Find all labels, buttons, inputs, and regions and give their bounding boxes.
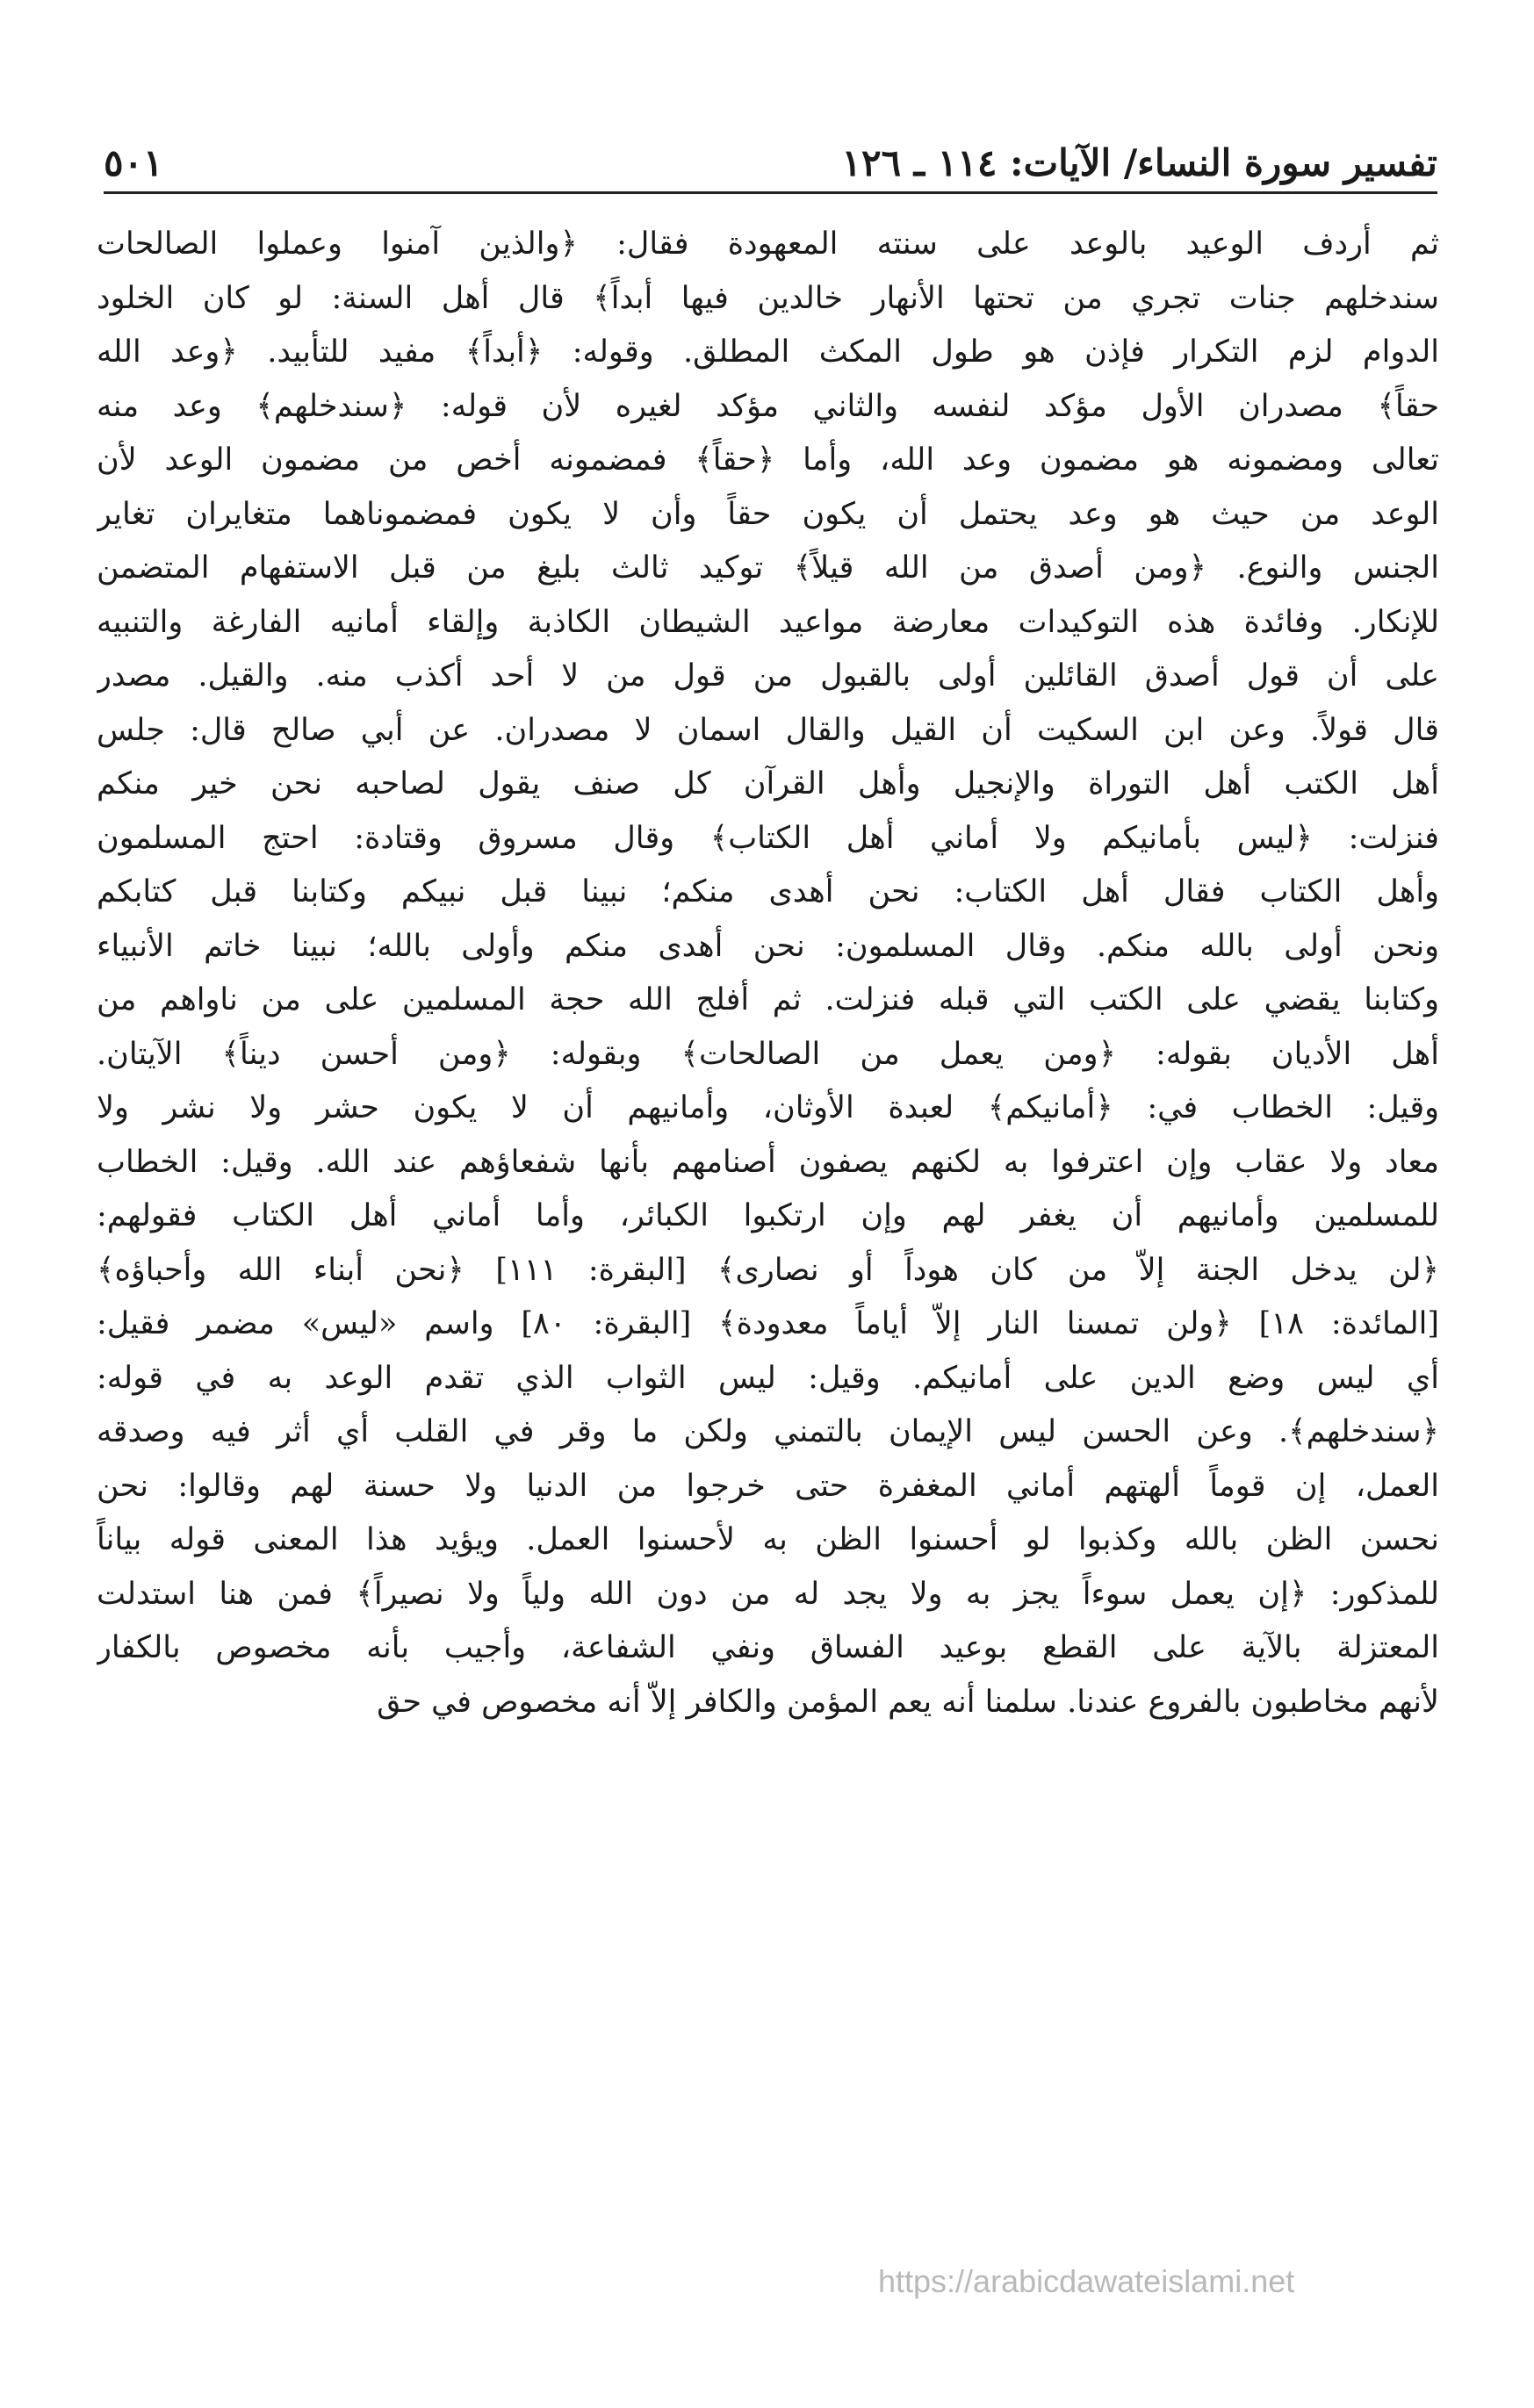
text-line: فنزلت: ﴿ليس بأمانيكم ولا أماني أهل الكتاب﴾ وقال مسروق وقتادة: احتج المسلمون (97, 820, 1439, 856)
text-line: الوعد من حيث هو وعد يحتمل أن يكون حقاً وأن لا يكون فمضموناهما متغايران تغاير (97, 496, 1439, 532)
running-header (104, 132, 1437, 184)
text-line: على أن قول أصدق القائلين أولى بالقبول من قول من لا أحد أكذب منه. والقيل. مصدر (97, 658, 1439, 694)
text-line: تعالى ومضمونه هو مضمون وعد الله، وأما ﴿حقاً﴾ فمضمونه أخص من مضمون الوعد لأن (97, 442, 1439, 478)
text-line: [المائدة: ١٨] ﴿ولن تمسنا النار إلاّ أياماً معدودة﴾ [البقرة: ٨٠] واسم «ليس» مضمر فقيل: (97, 1306, 1439, 1341)
text-line: العمل، إن قوماً ألهتهم أماني المغفرة حتى خرجوا من الدنيا ولا حسنة لهم وقالوا: نحن (97, 1468, 1439, 1504)
text-line: أي ليس وضع الدين على أمانيكم. وقيل: ليس الثواب الذي تقدم الوعد به في قوله: (97, 1360, 1439, 1396)
text-line: نحسن الظن بالله وكذبوا لو أحسنوا الظن به لأحسنوا العمل. ويؤيد هذا المعنى قوله بياناً (97, 1522, 1439, 1557)
text-line: الجنس والنوع. ﴿ومن أصدق من الله قيلاً﴾ توكيد ثالث بليغ من قبل الاستفهام المتضمن (97, 550, 1439, 586)
text-line: أهل الكتب أهل التوراة والإنجيل وأهل القرآن كل صنف يقول لصاحبه نحن خير منكم (97, 766, 1439, 801)
running-title: تفسير سورة النساء/ الآيات: ١١٤ ـ ١٢٦ (841, 141, 1437, 184)
watermark-url: https://arabicdawateislami.net (878, 2263, 1295, 2299)
text-line: للإنكار. وفائدة هذه التوكيدات معارضة مواعيد الشيطان الكاذبة وإلقاء أمانيه الفارغة والتنبيه (97, 604, 1439, 640)
text-line: للمذكور: ﴿إن يعمل سوءاً يجز به ولا يجد له من دون الله ولياً ولا نصيراً﴾ فمن هنا استدلت (97, 1576, 1439, 1612)
text-line: ﴿سندخلهم﴾. وعن الحسن ليس الإيمان بالتمني ولكن ما وقر في القلب أي أثر فيه وصدقه (97, 1414, 1439, 1449)
text-line: ونحن أولى بالله منكم. وقال المسلمون: نحن أهدى منكم وأولى بالله؛ نبينا خاتم الأنبياء (97, 928, 1439, 964)
text-line: للمسلمين وأمانيهم أن يغفر لهم وإن ارتكبوا الكبائر، وأما أماني أهل الكتاب فقولهم: (97, 1198, 1439, 1233)
text-line: ثم أردف الوعيد بالوعد على سنته المعهودة فقال: ﴿والذين آمنوا وعملوا الصالحات (97, 226, 1439, 262)
text-line: المعتزلة بالآية على القطع بوعيد الفساق ونفي الشفاعة، وأجيب بأنه مخصوص بالكفار (97, 1630, 1439, 1665)
text-line: سندخلهم جنات تجري من تحتها الأنهار خالدين فيها أبداً﴾ قال أهل السنة: لو كان الخلود (97, 280, 1439, 316)
text-line: ﴿لن يدخل الجنة إلاّ من كان هوداً أو نصارى﴾ [البقرة: ١١١] ﴿نحن أبناء الله وأحباؤه﴾ (97, 1252, 1439, 1288)
body-text (97, 218, 1439, 1729)
text-line: قال قولاً. وعن ابن السكيت أن القيل والقال اسمان لا مصدران. عن أبي صالح قال: جلس (97, 712, 1439, 748)
text-line: لأنهم مخاطبون بالفروع عندنا. سلمنا أنه يعم المؤمن والكافر إلاّ أنه مخصوص في حق (377, 1684, 1439, 1720)
text-line: الدوام لزم التكرار فإذن هو طول المكث المطلق. وقوله: ﴿أبداً﴾ مفيد للتأبيد. ﴿وعد الله (97, 334, 1439, 370)
text-line: وكتابنا يقضي على الكتب التي قبله فنزلت. ثم أفلج الله حجة المسلمين على من ناواهم من (97, 982, 1439, 1017)
text-line: أهل الأديان بقوله: ﴿ومن يعمل من الصالحات﴾ وبقوله: ﴿ومن أحسن ديناً﴾ الآيتان. (97, 1036, 1439, 1072)
text-line: وأهل الكتاب فقال أهل الكتاب: نحن أهدى منكم؛ نبينا قبل نبيكم وكتابنا قبل كتابكم (97, 874, 1439, 909)
page-number: ٥٠١ (104, 141, 163, 184)
text-line: حقاً﴾ مصدران الأول مؤكد لنفسه والثاني مؤكد لغيره لأن قوله: ﴿سندخلهم﴾ وعد منه (97, 388, 1439, 424)
text-line: وقيل: الخطاب في: ﴿أمانيكم﴾ لعبدة الأوثان، وأمانيهم أن لا يكون حشر ولا نشر ولا (97, 1090, 1439, 1125)
text-line: معاد ولا عقاب وإن اعترفوا به لكنهم يصفون أصنامهم بأنها شفعاؤهم عند الله. وقيل: الخطاب (97, 1144, 1439, 1180)
header-rule (104, 191, 1437, 194)
